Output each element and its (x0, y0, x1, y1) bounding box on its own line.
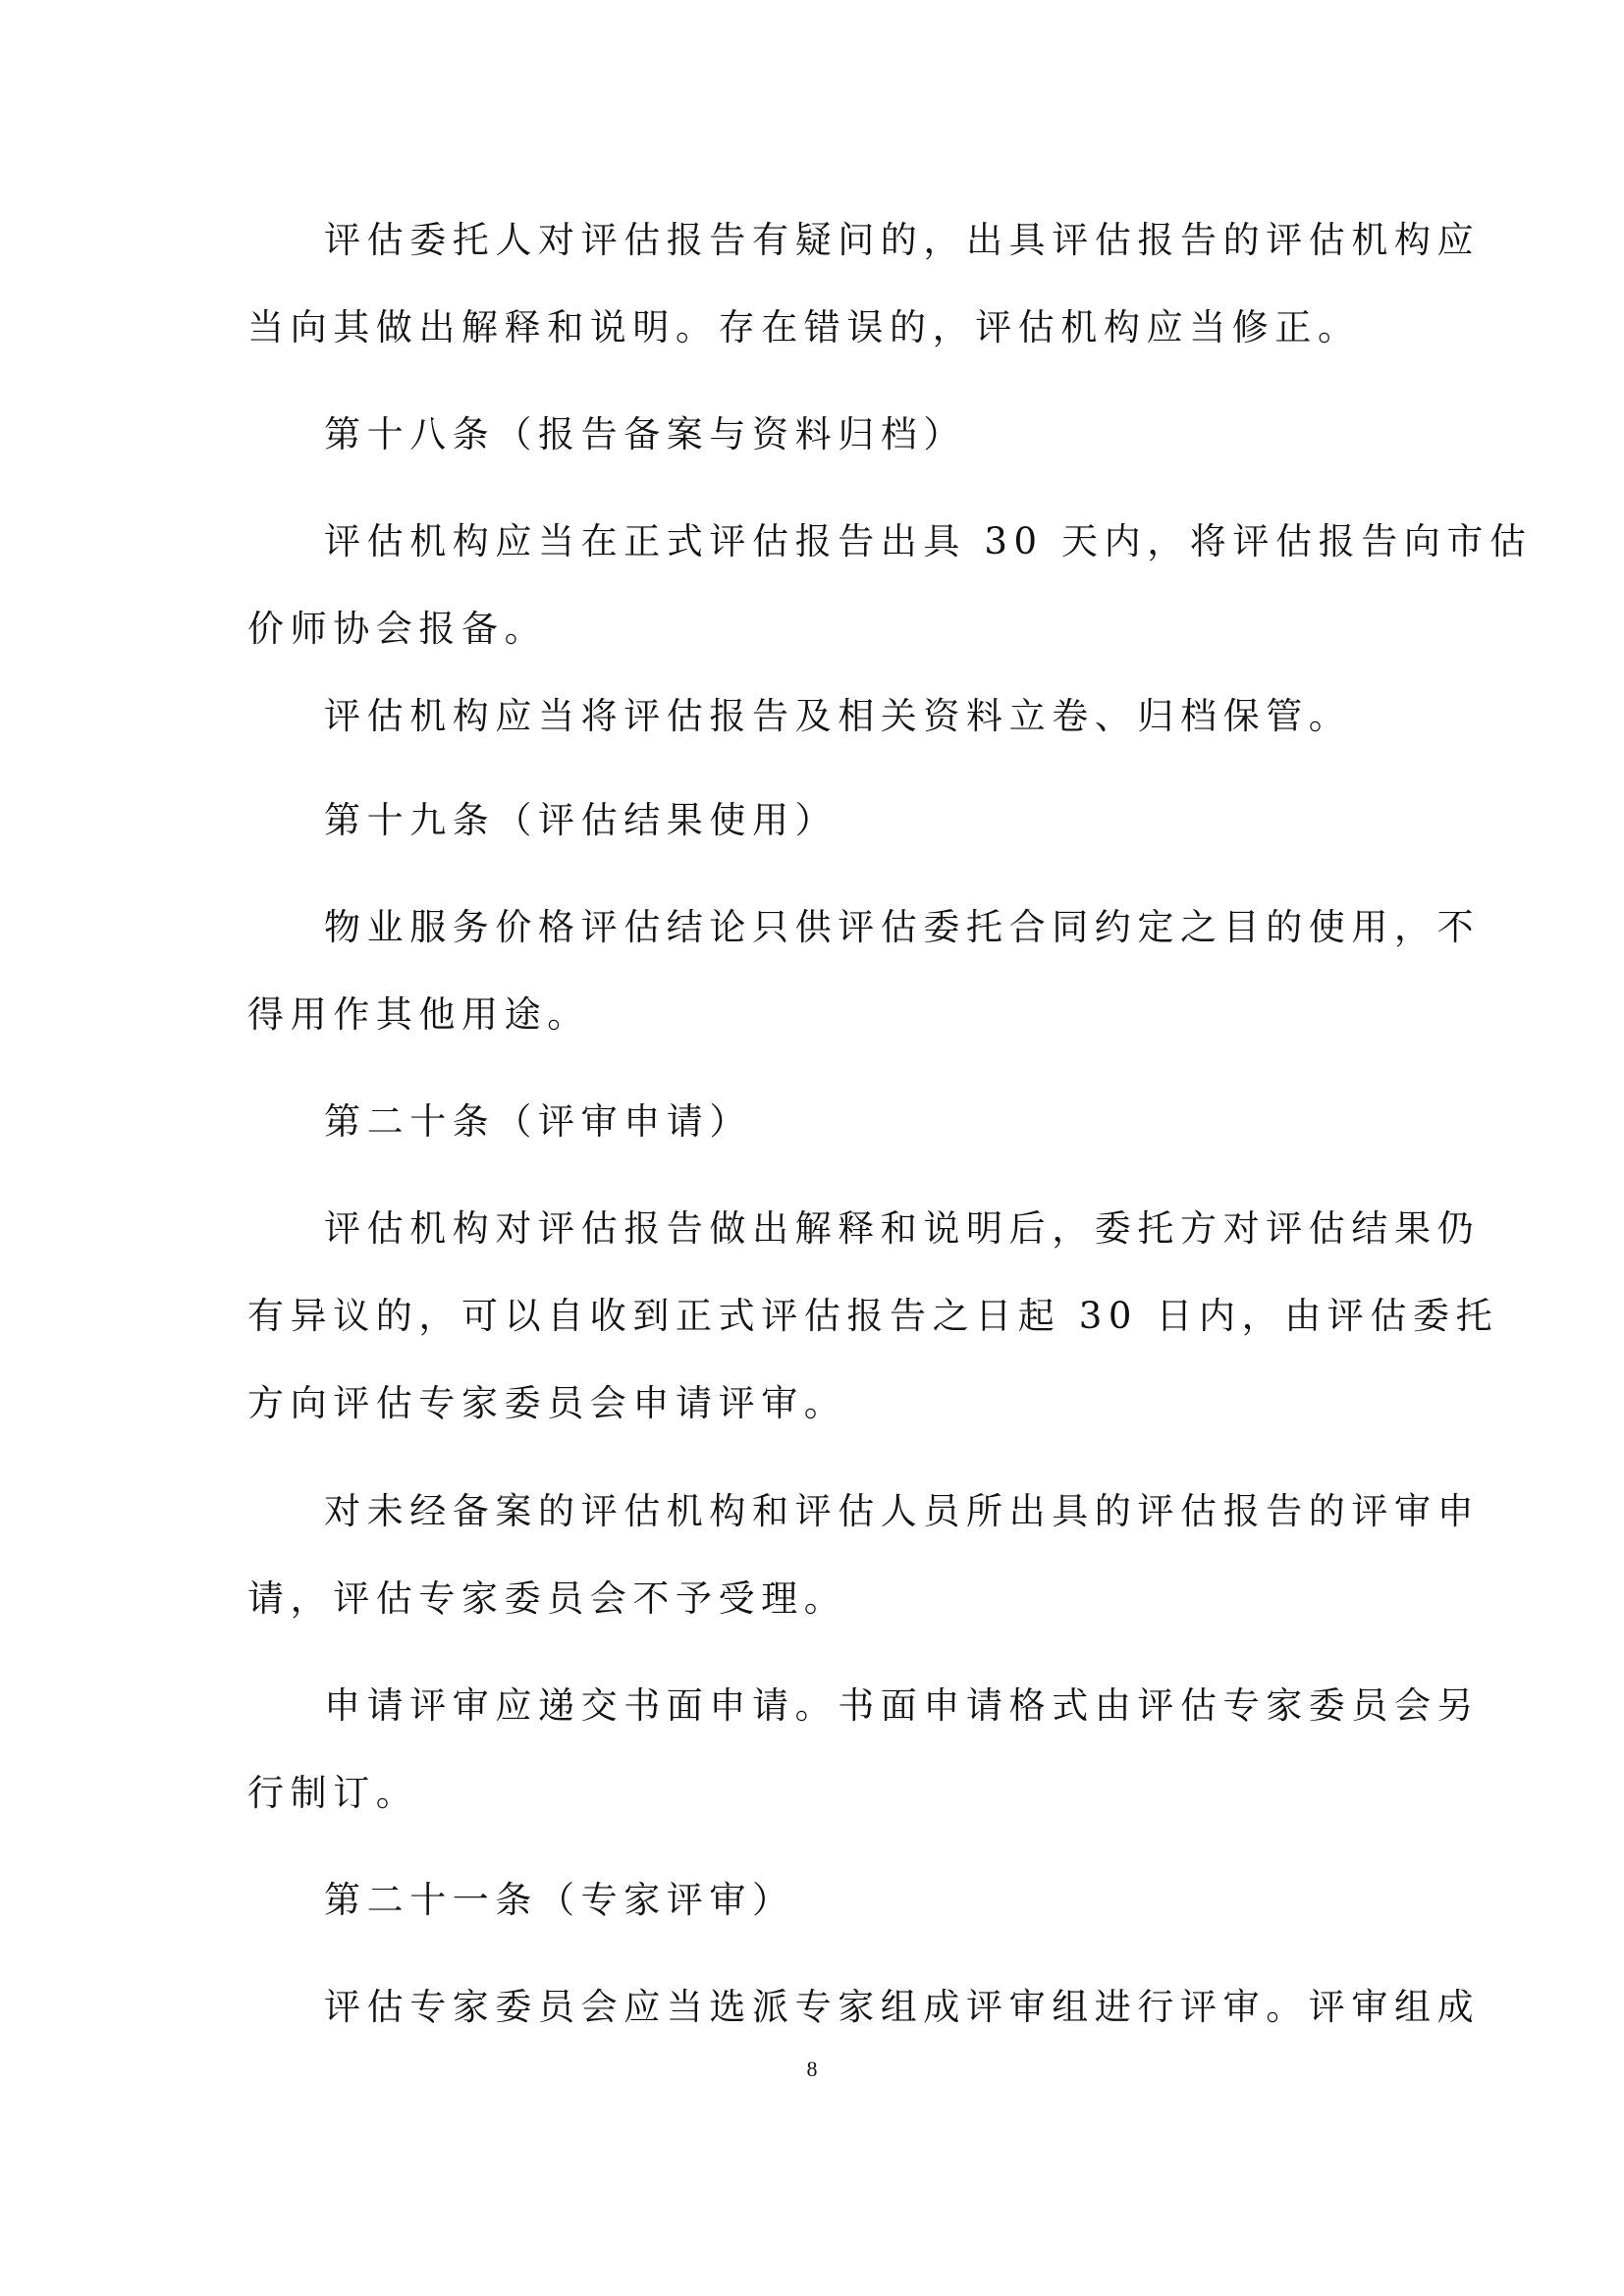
text-line: 评估委托人对评估报告有疑问的，出具评估报告的评估机构应 (324, 219, 1481, 261)
text-line: 申请评审应递交书面申请。书面申请格式由评估专家委员会另 (324, 1684, 1481, 1727)
text-line: 物业服务价格评估结论只供评估委托合同约定之目的使用，不 (324, 906, 1481, 948)
text-line: 有异议的，可以自收到正式评估报告之日起 30 日内，由评估委托 (247, 1295, 1499, 1337)
section-heading: 第二十一条（专家评审） (324, 1879, 795, 1921)
text-line: 价师协会报备。 (247, 608, 548, 650)
section-heading: 第十八条（报告备案与资料归档） (324, 413, 966, 455)
text-line: 当向其做出解释和说明。存在错误的，评估机构应当修正。 (247, 306, 1361, 348)
text-line: 对未经备案的评估机构和评估人员所出具的评估报告的评审申 (324, 1490, 1481, 1532)
text-line: 评估专家委员会应当选派专家组成评审组进行评审。评审组成 (324, 1986, 1481, 2028)
text-line: 评估机构应当将评估报告及相关资料立卷、归档保管。 (324, 695, 1352, 737)
section-heading: 第二十条（评审申请） (324, 1100, 752, 1143)
text-line: 请，评估专家委员会不予受理。 (247, 1577, 847, 1620)
text-line: 评估机构应当在正式评估报告出具 30 天内，将评估报告向市估 (324, 520, 1533, 562)
text-line: 方向评估专家委员会申请评审。 (247, 1382, 847, 1424)
page-number: 8 (806, 2056, 818, 2081)
section-heading: 第十九条（评估结果使用） (324, 799, 839, 841)
text-line: 评估机构对评估报告做出解释和说明后，委托方对评估结果仍 (324, 1207, 1481, 1250)
text-line: 得用作其他用途。 (247, 993, 590, 1036)
text-line: 行制订。 (247, 1772, 419, 1814)
